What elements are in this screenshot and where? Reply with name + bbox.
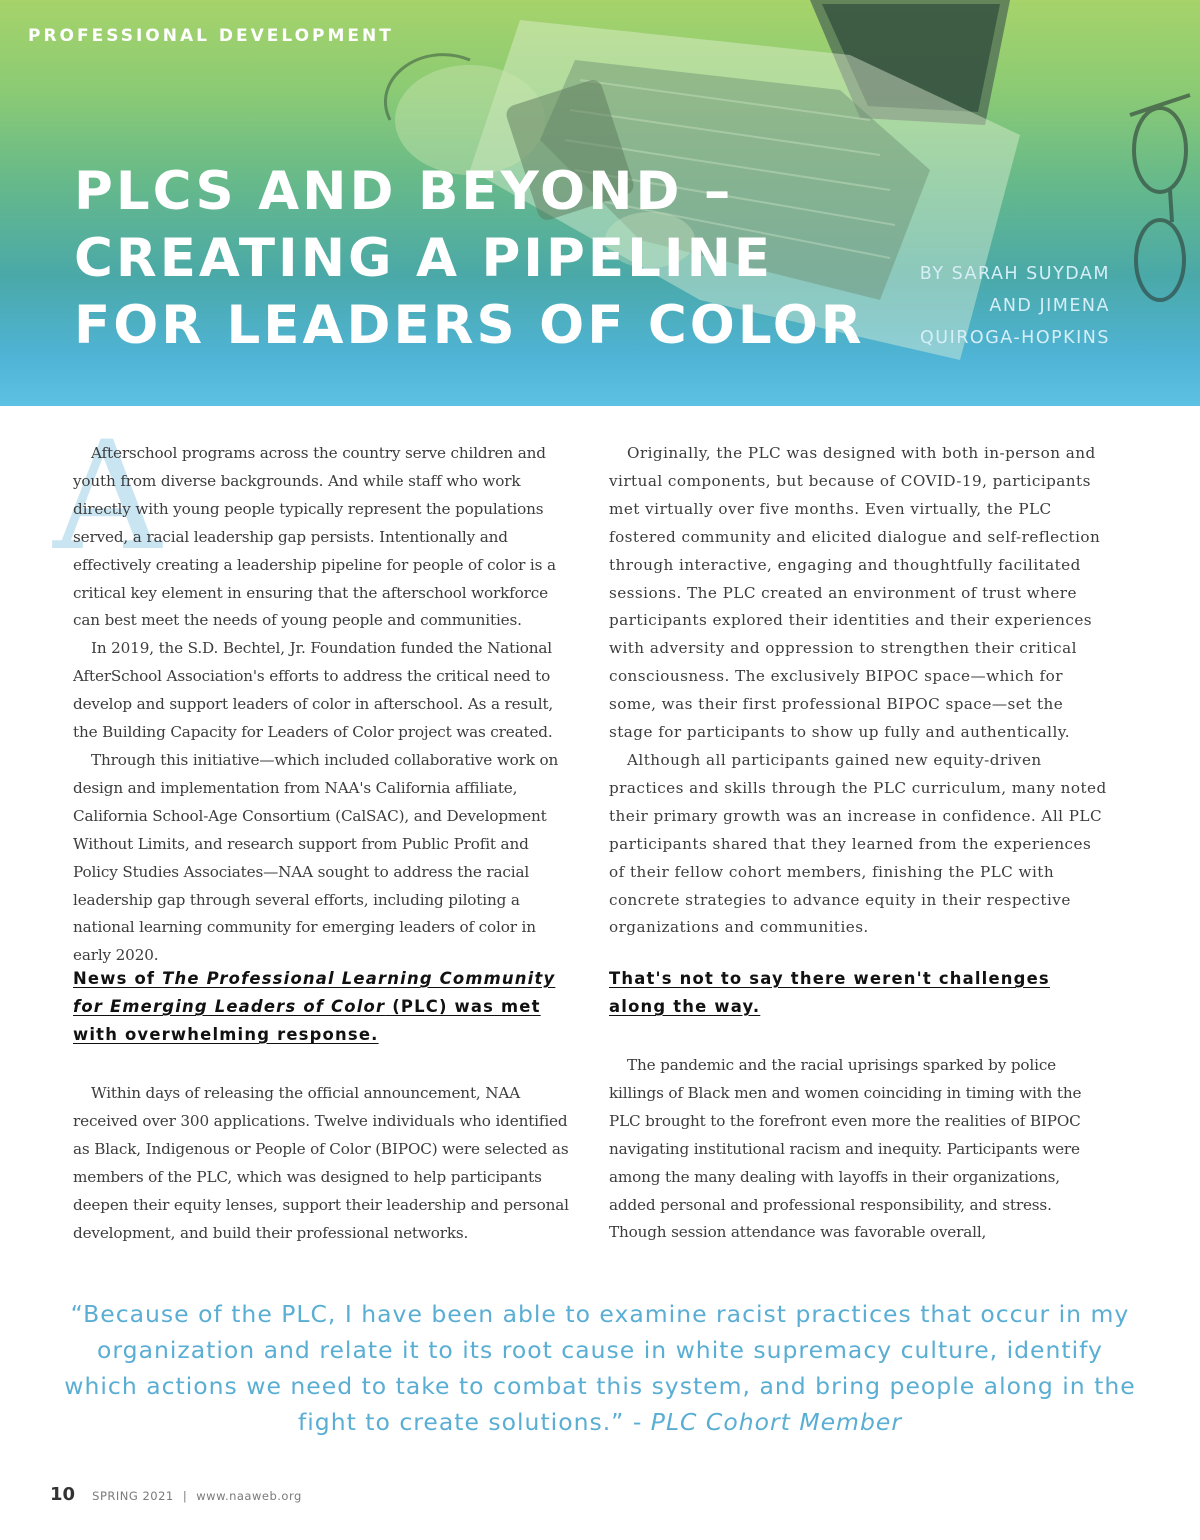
footer-divider: | — [182, 1489, 188, 1503]
byline-line: BY SARAH SUYDAM — [919, 264, 1110, 284]
body-paragraph — [73, 440, 573, 635]
quote-attribution: PLC Cohort Member — [650, 1408, 902, 1436]
left-subhead-block — [73, 965, 573, 1049]
right-subhead-block — [609, 965, 1109, 1021]
quote-text: “Because of the PLC, I have been able to examine racist practices that occur in my organization and relate it to its root cause in white supremacy culture, identify which actions we need to take to combat this system, and bring people along in the fight to create solutions.” — [64, 1300, 1136, 1436]
right-after-subhead — [609, 1052, 1109, 1247]
byline — [920, 258, 1110, 354]
paragraph-text: In 2019, the S.D. Bechtel, Jr. Foundation funded the National AfterSchool Association's efforts to address the critical need to develop and support leaders of color in afterschool. As a result, the Building Capacity for Leaders of Color project was created. — [73, 639, 554, 742]
left-column — [53, 410, 573, 970]
paragraph-text: Originally, the PLC was designed with both in-person and virtual components, but because of COVID-19, participants met virtually over five months. Even virtually, the PLC fostered community and elicited dialogue and self-reflection through interactive, engaging and thoughtfully facilitated sessions. The PLC created an environment of trust where participants explored their identities and their experiences with adversity and oppression to strengthen their critical consciousness. The exclusively BIPOC space—which for some, was their first professional BIPOC space—set the stage for participants to show up fully and authentically. — [609, 444, 1101, 742]
byline-line: QUIROGA-HOPKINS — [920, 328, 1110, 348]
issue-label: SPRING 2021 — [92, 1489, 174, 1503]
paragraph-text: Within days of releasing the official announcement, NAA received over 300 applications. Twelve individuals who identified as Black, Indigenous or People of Color (BIPOC) were selected as members of the PLC, which was designed to help participants deepen their equity lenses, support their leadership and personal development, and build their professional networks. — [73, 1084, 569, 1242]
body-paragraph — [73, 1080, 573, 1247]
page-number: 10 — [50, 1484, 76, 1505]
page-footer — [50, 1484, 302, 1505]
body-paragraph — [609, 440, 1109, 747]
title-line: PLCS AND BEYOND – — [74, 161, 734, 222]
paragraph-text: Through this initiative—which included collaborative work on design and implementation from NAA's California affiliate, California School-Age Consortium (CalSAC), and Development Without Limits, and research support from Public Profit and Policy Studies Associates—NAA sought to address the racial leadership gap through several efforts, including piloting a national learning community for emerging leaders of color in early 2020. — [73, 750, 559, 965]
title-line: CREATING A PIPELINE — [74, 228, 774, 289]
pull-quote — [60, 1296, 1140, 1440]
body-paragraph — [73, 635, 573, 747]
right-subhead — [609, 965, 1109, 1021]
body-paragraph — [73, 747, 573, 970]
left-after-subhead — [73, 1080, 573, 1247]
paragraph-text: Although all participants gained new equity-driven practices and skills through the PLC curriculum, many noted their primary growth was an increase in confidence. All PLC participants shared that they learned from the experiences of their fellow cohort members, finishing the PLC with concrete strategies to advance equity in their respective organizations and communities. — [609, 750, 1107, 937]
article-title — [74, 158, 865, 359]
byline-line: AND JIMENA — [989, 296, 1110, 316]
subhead-text: That's not to say there weren't challenges along the way. — [609, 969, 1050, 1016]
drop-cap: A — [53, 410, 162, 584]
paragraph-text: The pandemic and the racial uprisings sparked by police killings of Black men and women coinciding in timing with the PLC brought to the forefront even more the realities of BIPOC navigating institutional racism and inequity. Participants were among the many dealing with layoffs in their organizations, added personal and professional responsibility, and stress. Though session attendance was favorable overall, — [609, 1056, 1082, 1242]
body-paragraph — [609, 747, 1109, 942]
right-column — [609, 440, 1109, 942]
body-paragraph — [609, 1052, 1109, 1247]
subhead-suffix: (PLC) was met with overwhelming response. — [73, 997, 541, 1044]
subhead-italic: The Professional Learning Community for Emerging Leaders of Color — [73, 969, 556, 1016]
title-line: FOR LEADERS OF COLOR — [74, 295, 865, 356]
paragraph-text: Afterschool programs across the country serve children and youth from diverse backgrounds. And while staff who work directly with young people typically represent the populations served, a racial leadership gap persists. Intentionally and effectively creating a leadership pipeline for people of color is a critical key element in ensuring that the afterschool workforce can best meet the needs of young people and communities. — [73, 444, 556, 630]
quote-separator: - — [624, 1408, 651, 1436]
website-link[interactable]: www.naaweb.org — [196, 1489, 302, 1503]
section-label: PROFESSIONAL DEVELOPMENT — [28, 26, 394, 46]
hero-banner — [0, 0, 1200, 406]
left-subhead — [73, 965, 573, 1049]
subhead-prefix: News of — [73, 969, 163, 988]
